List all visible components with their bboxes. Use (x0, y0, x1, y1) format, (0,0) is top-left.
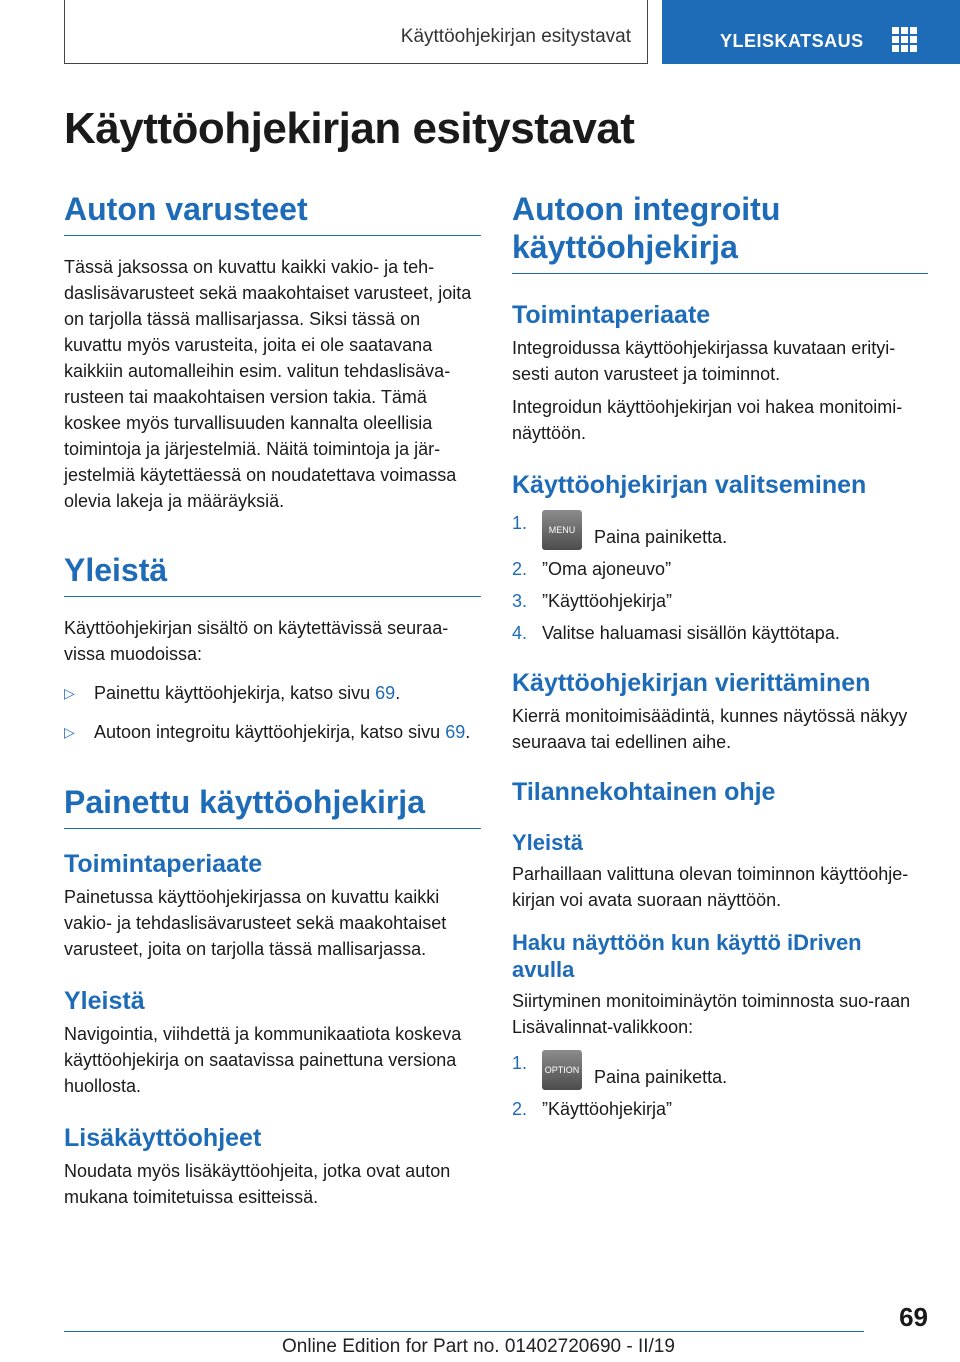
option-button-icon: OPTION (542, 1050, 582, 1090)
step-item: 1. OPTION Paina painiketta. (512, 1050, 928, 1090)
triangle-bullet-icon: ▷ (64, 724, 75, 740)
paragraph-principle: Painetussa käyttöohjekirjassa on kuvattu kaikki vakio- ja tehdaslisävarusteet sekä maakohtaiset varusteet, joita on tarjolla tässä mallisarjassa. (64, 887, 447, 959)
page-link[interactable]: 69 (375, 683, 396, 703)
paragraph-general: Käyttöohjekirjan sisältö on käytettävissä seuraa-vissa muodoissa: (64, 618, 449, 664)
heading-equipment: Auton varusteet (64, 190, 481, 236)
page-number: 69 (899, 1302, 928, 1332)
paragraph-principle-2: Integroidun käyttöohjekirjan voi hakea monitoimi-näyttöön. (512, 397, 903, 443)
step-item: 4. Valitse haluamasi sisällön käyttötapa. (512, 623, 840, 643)
paragraph-equipment: Tässä jaksossa on kuvattu kaikki vakio- ja teh-daslisävarusteet sekä maakohtaiset varusteet, joita on tarjolla tässä mallisarjassa. Siksi tässä on kuvattu myös varusteita, joita ei ole saatavana kaikkiin automalleihin esim. valitun tehdaslisäva-rusteen tai maakohtaisen version takia. Tämä koskee myös turvallisuuden kannalta oleellisia toimintoja ja järjestelmiä. Näitä toimintoja ja jär-jestelmiä käytettäessä on noudatettava voimassa olevia lakeja ja määräyksiä. (64, 257, 472, 511)
list-item: ▷ Autoon integroitu käyttöohjekirja, katso sivu 69. (64, 719, 481, 745)
step-item: 3. ”Käyttöohjekirja” (512, 591, 673, 611)
heading-printed-manual: Painettu käyttöohjekirja (64, 783, 481, 829)
heading-idrive: Haku näyttöön kun käyttö iDriven avulla (512, 930, 862, 982)
step-item: 2. ”Oma ajoneuvo” (512, 559, 672, 579)
footer-divider (64, 1331, 864, 1332)
paragraph-context-general: Parhaillaan valittuna olevan toiminnon käyttöohje-kirjan voi avata suoraan näyttöön. (512, 864, 909, 910)
step-item: 2. ”Käyttöohjekirja” (512, 1099, 673, 1119)
right-column (512, 190, 928, 1122)
paragraph-idrive: Siirtyminen monitoiminäytön toiminnosta suo-raan Lisävalinnat-valikkoon: (512, 991, 911, 1037)
paragraph-general-2: Navigointia, viihdettä ja kommunikaatiota koskeva käyttöohjekirja on saatavissa painettuna versiona huollosta. (64, 1024, 462, 1096)
heading-scroll-manual: Käyttöohjekirjan vierittäminen (512, 669, 871, 697)
page-title: Käyttöohjekirjan esitystavat (64, 104, 635, 153)
heading-supplements: Lisäkäyttöohjeet (64, 1124, 262, 1152)
heading-select-manual: Käyttöohjekirjan valitseminen (512, 471, 867, 499)
heading-general-2: Yleistä (64, 987, 145, 1015)
heading-context-help: Tilannekohtainen ohje (512, 778, 776, 806)
triangle-bullet-icon: ▷ (64, 685, 75, 701)
heading-context-general: Yleistä (512, 830, 583, 855)
chapter-band[interactable] (662, 0, 960, 64)
step-item: 1. MENU Paina painiketta. (512, 510, 928, 550)
heading-principle: Toimintaperiaate (512, 301, 711, 329)
heading-general: Yleistä (64, 551, 481, 597)
running-header-title: Käyttöohjekirjan esitystavat (400, 26, 631, 47)
footer-edition: Online Edition for Part no. 01402720690 - II/19 (282, 1336, 675, 1357)
page-link[interactable]: 69 (445, 722, 466, 742)
chapter-label: YLEISKATSAUS (720, 31, 864, 51)
heading-integrated-manual: Autoon integroitu käyttöohjekirja (512, 190, 928, 274)
heading-principle: Toimintaperiaate (64, 850, 263, 878)
list-item: ▷ Painettu käyttöohjekirja, katso sivu 69. (64, 680, 481, 706)
left-column (64, 190, 481, 1210)
paragraph-supplements: Noudata myös lisäkäyttöohjeita, jotka ovat auton mukana toimitetuissa esitteissä. (64, 1161, 451, 1207)
header-frame (64, 0, 648, 64)
menu-button-icon: MENU (542, 510, 582, 550)
paragraph-principle-1: Integroidussa käyttöohjekirjassa kuvataan erityi-sesti auton varusteet ja toiminnot. (512, 338, 896, 384)
paragraph-scroll: Kierrä monitoimisäädintä, kunnes näytössä näkyy seuraava tai edellinen aihe. (512, 706, 908, 752)
